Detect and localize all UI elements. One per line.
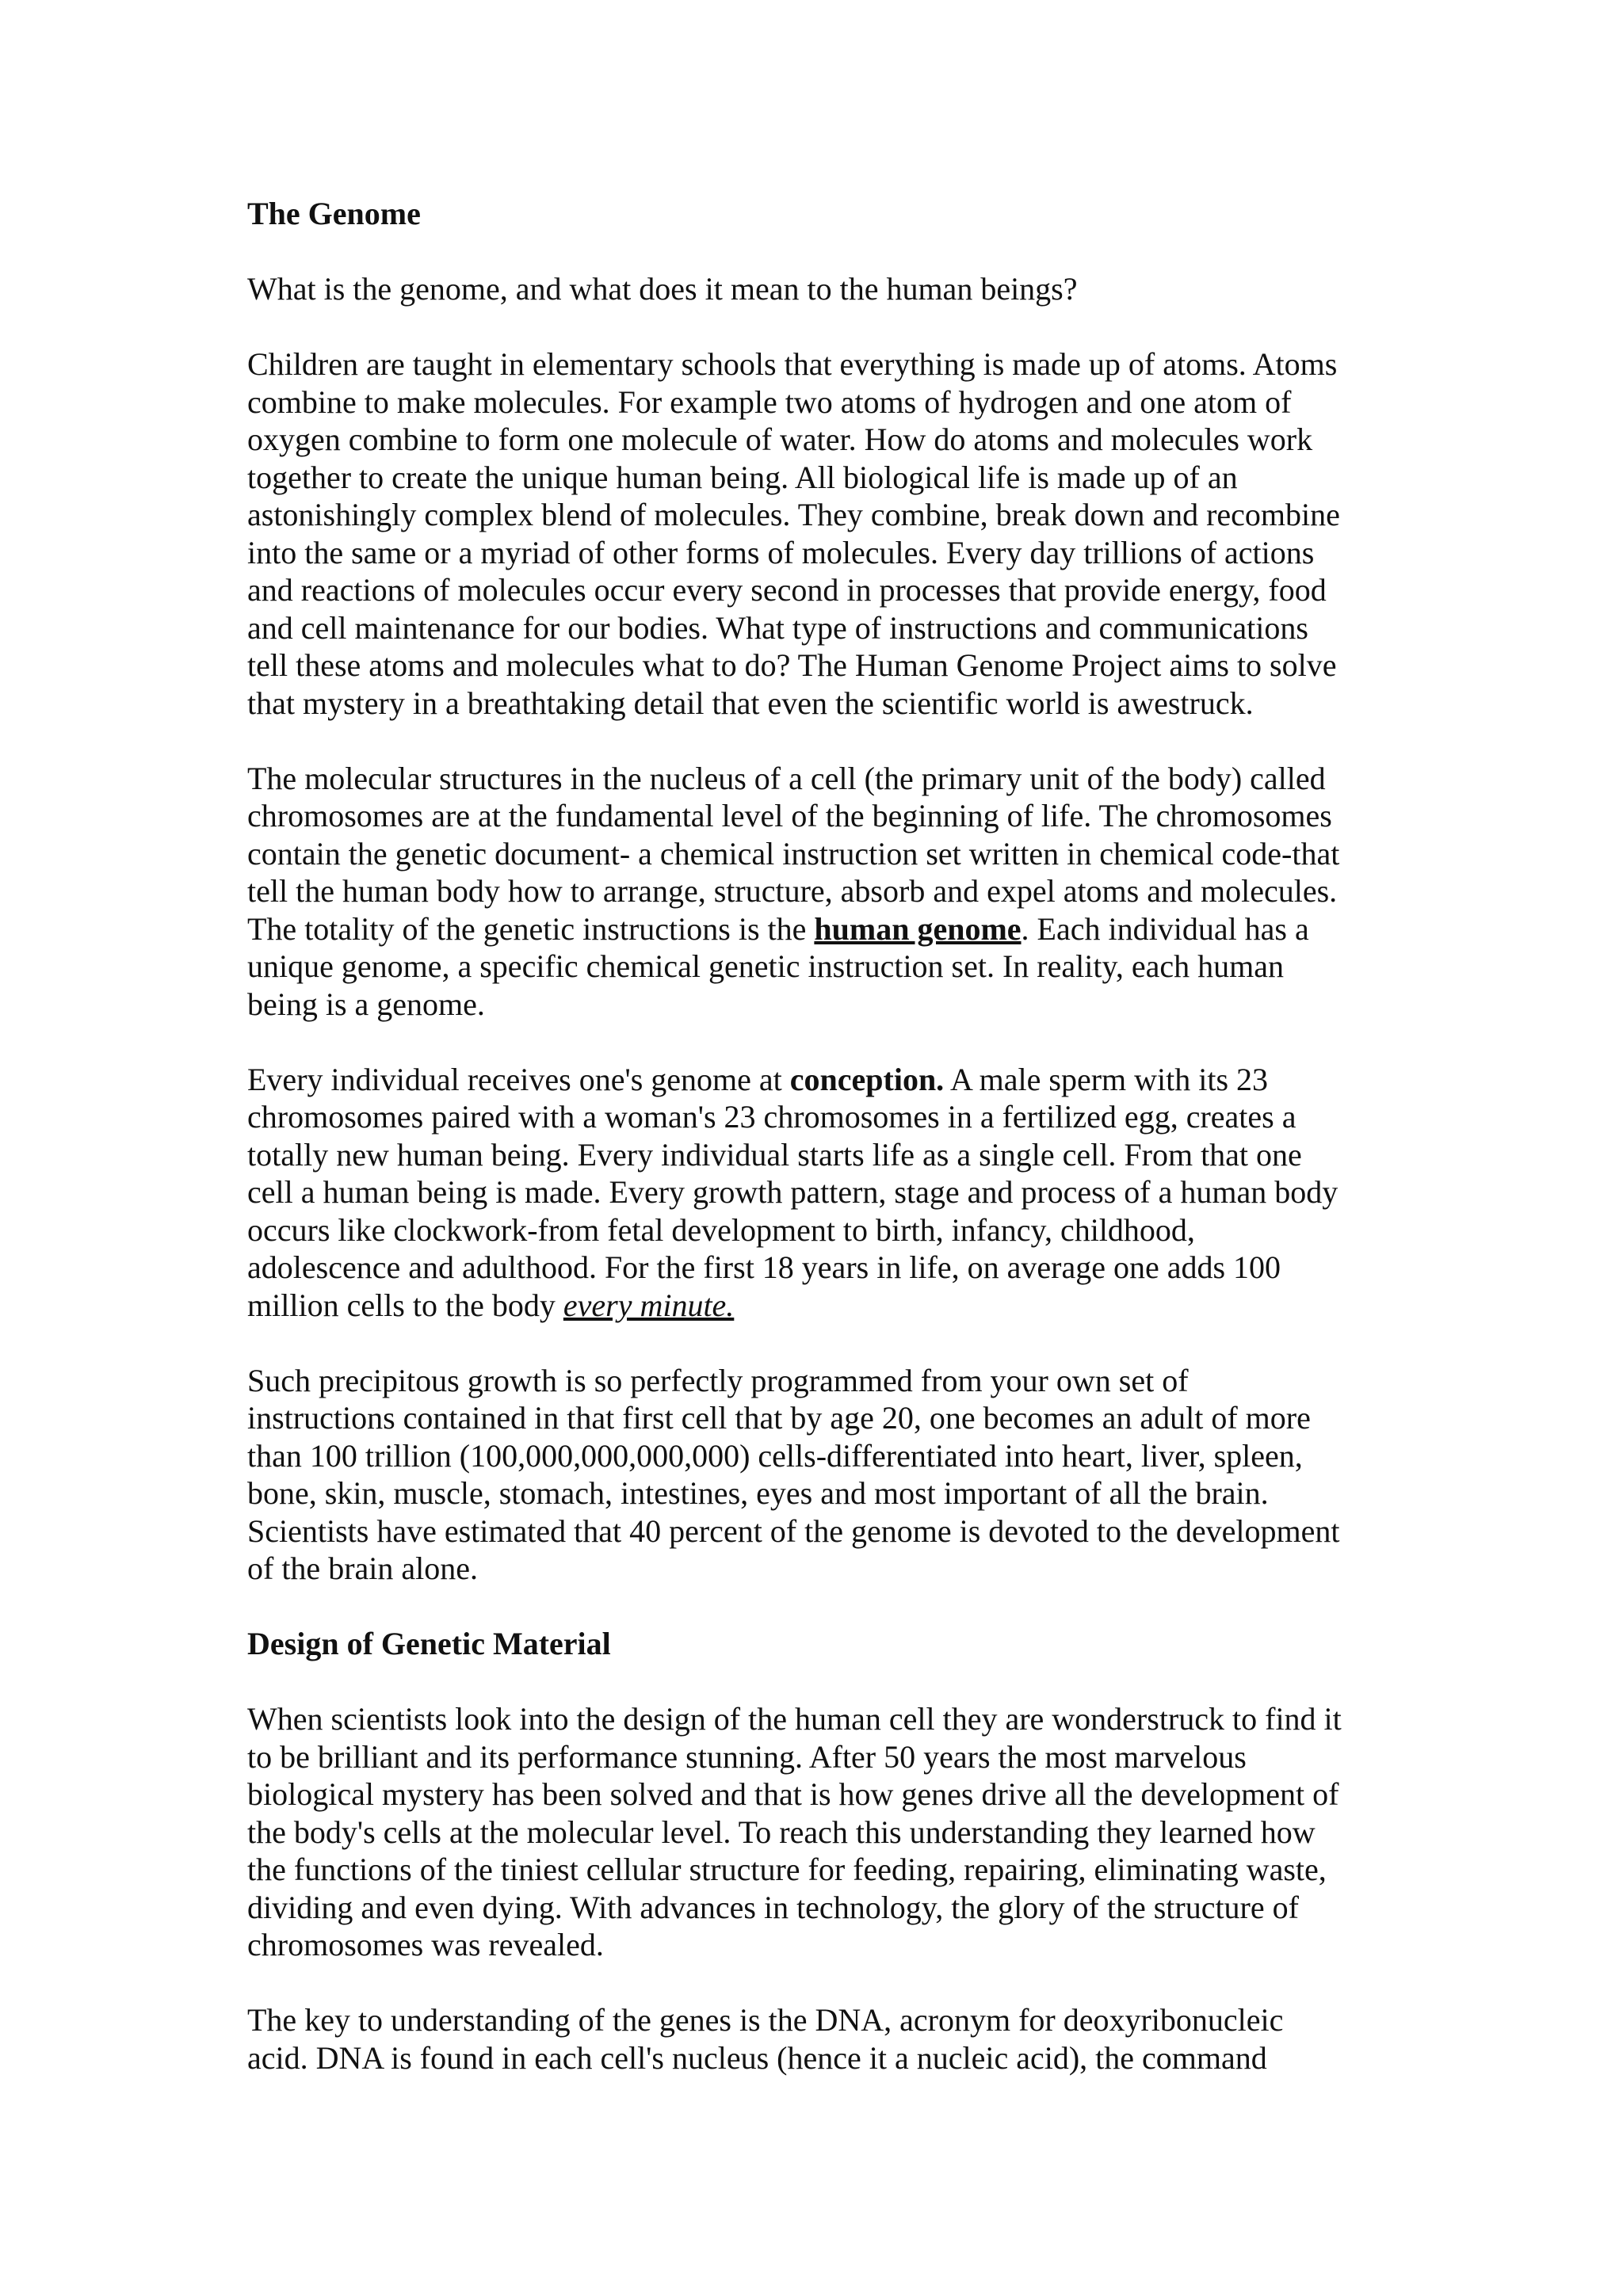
paragraph-atoms	[247, 345, 1396, 722]
term-human-genome: human genome	[814, 910, 1022, 947]
text-line: When scientists look into the design of the human cell they are wonderstruck to find it	[247, 1701, 1342, 1737]
paragraph-design	[247, 1700, 1396, 1964]
text-line: tell these atoms and molecules what to do? The Human Genome Project aims to solve	[247, 647, 1337, 683]
text-line: adolescence and adulthood. For the first 18 years in life, on average one adds 100	[247, 1249, 1281, 1285]
text-line: of the brain alone.	[247, 1550, 478, 1586]
text-line: chromosomes paired with a woman's 23 chromosomes in a fertilized egg, creates a	[247, 1099, 1296, 1135]
text-line: together to create the unique human being. All biological life is made up of an	[247, 459, 1238, 495]
text-segment: A male sperm with its 23	[944, 1061, 1269, 1097]
text-line: occurs like clockwork-from fetal development to birth, infancy, childhood,	[247, 1211, 1195, 1248]
text-line: unique genome, a specific chemical genetic instruction set. In reality, each human	[247, 948, 1285, 984]
text-line: Scientists have estimated that 40 percent of the genome is devoted to the development	[247, 1512, 1340, 1549]
text-line: cell a human being is made. Every growth pattern, stage and process of a human body	[247, 1174, 1338, 1210]
text-line: that mystery in a breathtaking detail that even the scientific world is awestruck.	[247, 685, 1254, 721]
text-line: Such precipitous growth is so perfectly programmed from your own set of	[247, 1362, 1189, 1398]
text-line: the body's cells at the molecular level. To reach this understanding they learned how	[247, 1814, 1316, 1850]
text-line: chromosomes was revealed.	[247, 1927, 604, 1962]
text-line: to be brilliant and its performance stunning. After 50 years the most marvelous	[247, 1738, 1247, 1775]
paragraph-dna	[247, 2001, 1396, 2077]
text-line: being is a genome.	[247, 986, 485, 1022]
term-conception: conception.	[789, 1061, 945, 1097]
text-line: tell the human body how to arrange, structure, absorb and expel atoms and molecules.	[247, 873, 1338, 909]
text-line	[247, 1061, 1396, 1099]
text-line: totally new human being. Every individual starts life as a single cell. From that one	[247, 1136, 1302, 1173]
text-segment: The totality of the genetic instructions is the	[247, 910, 815, 947]
text-segment: million cells to the body	[247, 1287, 563, 1323]
text-segment: Every individual receives one's genome at	[247, 1061, 790, 1097]
text-line: astonishingly complex blend of molecules. They combine, break down and recombine	[247, 497, 1340, 532]
text-line: contain the genetic document- a chemical instruction set written in chemical code-that	[247, 835, 1340, 871]
text-line: into the same or a myriad of other forms of molecules. Every day trillions of actions	[247, 534, 1315, 570]
paragraph-chromosomes	[247, 760, 1396, 1024]
text-line: and reactions of molecules occur every second in processes that provide energy, food	[247, 572, 1327, 608]
text-line: The key to understanding of the genes is the DNA, acronym for deoxyribonucleic	[247, 2002, 1284, 2038]
paragraph-growth	[247, 1362, 1396, 1588]
text-line: dividing and even dying. With advances in technology, the glory of the structure of	[247, 1889, 1299, 1925]
text-line: oxygen combine to form one molecule of water. How do atoms and molecules work	[247, 421, 1313, 457]
emphasis-every-minute: every minute.	[563, 1287, 735, 1323]
text-line: acid. DNA is found in each cell's nucleus (hence it a nucleic acid), the command	[247, 2039, 1267, 2076]
section-heading: Design of Genetic Material	[247, 1626, 611, 1661]
text-line: than 100 trillion (100,000,000,000,000) cells-differentiated into heart, liver, spleen,	[247, 1437, 1303, 1474]
text-line: The molecular structures in the nucleus of a cell (the primary unit of the body) called	[247, 760, 1326, 796]
text-line	[247, 910, 1396, 948]
page-title: The Genome	[247, 196, 421, 231]
paragraph-conception	[247, 1061, 1396, 1325]
document-page	[247, 195, 1396, 2115]
intro-question: What is the genome, and what does it mean to the human beings?	[247, 271, 1078, 307]
text-line: bone, skin, muscle, stomach, intestines, eyes and most important of all the brain.	[247, 1475, 1269, 1511]
text-line: combine to make molecules. For example two atoms of hydrogen and one atom of	[247, 383, 1292, 420]
text-line: biological mystery has been solved and that is how genes drive all the development of	[247, 1776, 1339, 1812]
text-line: instructions contained in that first cell that by age 20, one becomes an adult of more	[247, 1400, 1311, 1436]
text-line: chromosomes are at the fundamental level of the beginning of life. The chromosomes	[247, 798, 1332, 833]
text-line: Children are taught in elementary schools that everything is made up of atoms. Atoms	[247, 346, 1338, 382]
text-line	[247, 1287, 1396, 1325]
text-line: and cell maintenance for our bodies. What type of instructions and communications	[247, 609, 1308, 646]
text-segment: . Each individual has a	[1021, 910, 1309, 947]
text-line: the functions of the tiniest cellular structure for feeding, repairing, eliminating waste,	[247, 1852, 1327, 1887]
